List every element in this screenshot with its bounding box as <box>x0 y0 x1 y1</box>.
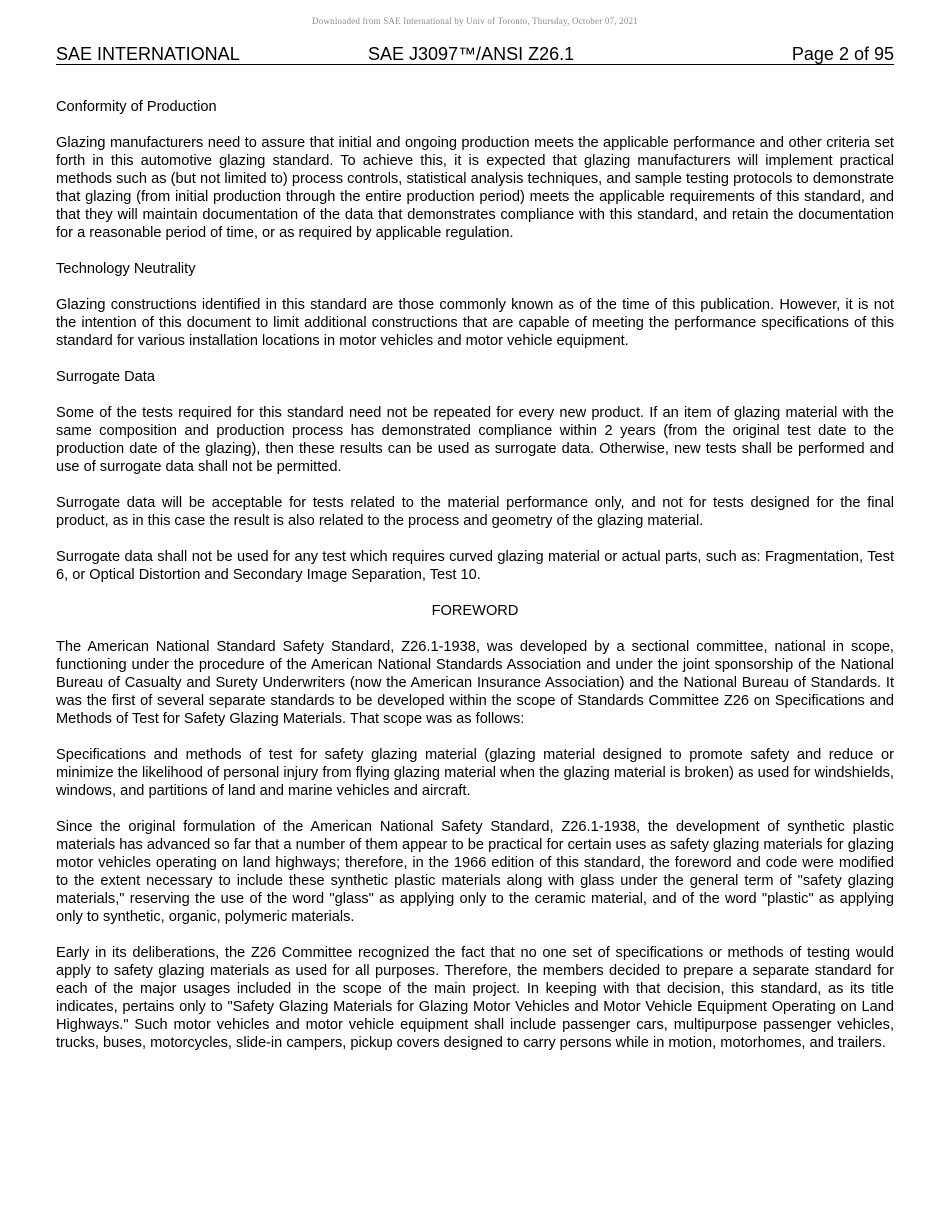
surrogate-paragraph-2: Surrogate data will be acceptable for tests related to the material performance only, and not for tests designed for the final product, as in this case the result is also related to the process and geometry of the glazing material. <box>56 495 894 529</box>
foreword-paragraph-1: The American National Standard Safety Standard, Z26.1-1938, was developed by a sectional committee, national in scope, functioning under the procedure of the American National Standards Association and under the joint sponsorship of the National Bureau of Casualty and Surety Underwriters (now the American Insurance Association) and the National Bureau of Standards. It was the first of several separate standards to be developed within the scope of Standards Committee Z26 on Specifications and Methods of Test for Safety Glazing Materials. That scope was as follows: <box>56 639 894 727</box>
document-body <box>56 98 894 1070</box>
technology-heading: Technology Neutrality <box>56 261 196 277</box>
foreword-paragraph-3: Since the original formulation of the American National Safety Standard, Z26.1-1938, the development of synthetic plastic materials has advanced so far that a number of them appear to be practical for certain uses as safety glazing materials for glazing motor vehicles operating on land highways; therefore, in the 1966 edition of this standard, the foreword and code were modified to the extent necessary to include these synthetic plastic materials along with glass under the general term of "safety glazing materials," reserving the use of the word "glass" as applying only to the ceramic material, and of the word "plastic" as applying only to synthetic, organic, polymeric materials. <box>56 819 894 925</box>
technology-paragraph: Glazing constructions identified in this standard are those commonly known as of the time of this publication. However, it is not the intention of this document to limit additional constructions that are capable of meeting the performance specifications of this standard for various installation locations in motor vehicles and motor vehicle equipment. <box>56 297 894 349</box>
header-page-number: Page 2 of 95 <box>791 44 894 64</box>
conformity-paragraph: Glazing manufacturers need to assure that initial and ongoing production meets the applicable performance and other criteria set forth in this automotive glazing standard. To achieve this, it is expected that glazing manufacturers will implement practical methods such as (but not limited to) process controls, statistical analysis techniques, and sample testing protocols to demonstrate that glazing (from initial production through the entire production period) meets the applicable requirements of this standard, and that they will maintain documentation of the data that demonstrates compliance with this standard, and retain the documentation for a reasonable period of time, or as required by applicable regulation. <box>56 135 894 241</box>
header-standard-id: SAE J3097™/ANSI Z26.1 <box>368 44 575 64</box>
foreword-paragraph-4: Early in its deliberations, the Z26 Committee recognized the fact that no one set of specifications or methods of testing would apply to safety glazing materials as used for all purposes. Therefore, the members decided to prepare a separate standard for each of the major usages included in the scope of the main project. In keeping with that decision, this standard, as its title indicates, pertains only to "Safety Glazing Materials for Glazing Motor Vehicles and Motor Vehicle Equipment Operating on Land Highways." Such motor vehicles and motor vehicle equipment shall include passenger cars, multipurpose passenger vehicles, trucks, buses, motorcycles, slide-in campers, pickup covers designed to carry persons while in motion, motorhomes, and trailers. <box>56 945 894 1051</box>
surrogate-paragraph-1: Some of the tests required for this standard need not be repeated for every new product. If an item of glazing material with the same composition and production process has demonstrated compliance within 2 years (from the original test date to the production date of the glazing), then these results can be used as surrogate data. Otherwise, new tests shall be performed and use of surrogate data shall not be permitted. <box>56 405 894 475</box>
header-organization: SAE INTERNATIONAL <box>56 44 240 64</box>
page-header <box>56 44 894 65</box>
foreword-paragraph-2: Specifications and methods of test for safety glazing material (glazing material designed to promote safety and reduce or minimize the likelihood of personal injury from flying glazing material when the glazing material is broken) as used for windshields, windows, and partitions of land and marine vehicles and aircraft. <box>56 747 894 799</box>
surrogate-heading: Surrogate Data <box>56 369 155 385</box>
surrogate-paragraph-3: Surrogate data shall not be used for any test which requires curved glazing material or actual parts, such as: Fragmentation, Test 6, or Optical Distortion and Secondary Image Separation, Test 10. <box>56 549 894 583</box>
download-watermark: Downloaded from SAE International by Univ of Toronto, Thursday, October 07, 2021 <box>312 16 638 26</box>
conformity-heading: Conformity of Production <box>56 99 217 115</box>
foreword-heading: FOREWORD <box>431 603 519 619</box>
